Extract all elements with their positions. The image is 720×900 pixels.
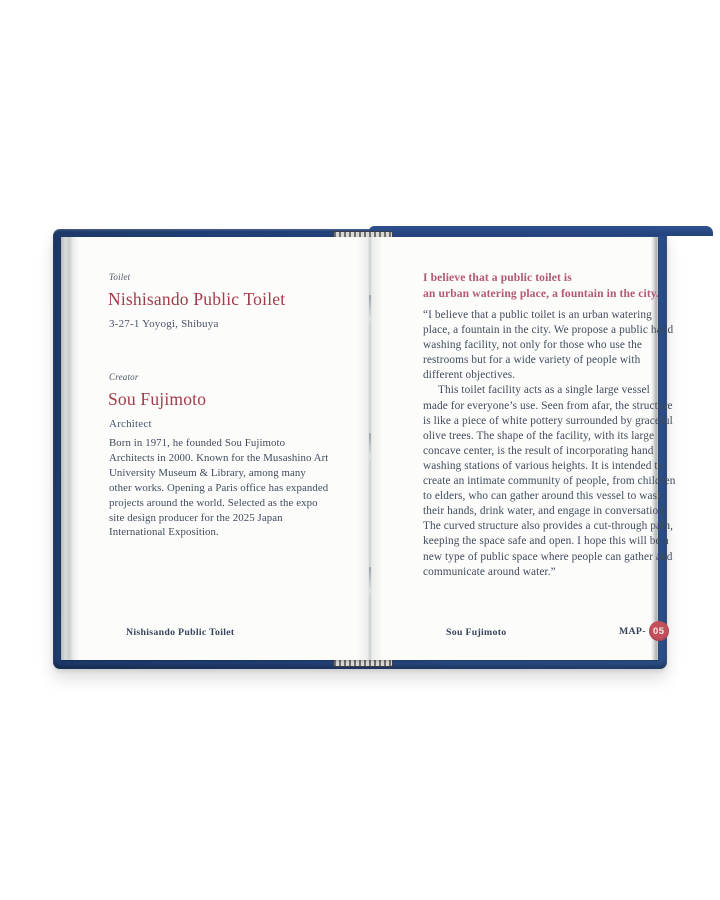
quote-body <box>423 308 676 580</box>
toilet-address: 3-27-1 Yoyogi, Shibuya <box>109 318 219 330</box>
creator-role: Architect <box>109 418 152 430</box>
quote-heading-line1: I believe that a public toilet is <box>423 271 572 284</box>
quote-paragraph-1: “I believe that a public toilet is an urban watering place, a fountain in the city. We propose a public hand washing facility, not only for those who use the restrooms but for a wide variety of people with different objectives. <box>423 309 674 382</box>
creator-name: Sou Fujimoto <box>108 389 207 409</box>
creator-label: Creator <box>109 372 139 382</box>
quote-paragraph-2: This toilet facility acts as a single large vessel made for everyone’s use. Seen from afar, the structure is like a piece of white pottery surrounded by graceful olive trees. The shape of the facility, with its large concave center, is the result of incorporating hand washing stations of various heights. It is intended to create an intimate community of people, from children to elders, who can gather around this vessel to wash their hands, drink water, and engage in conversation. The curved structure also provides a cut-through path, keeping the space safe and open. I hope this will be a new type of public space where people can gather and communicate around water.” <box>423 384 676 578</box>
quote-heading <box>423 270 683 302</box>
binding-stitch <box>369 295 371 321</box>
binding-stitch <box>369 433 371 459</box>
toilet-title: Nishisando Public Toilet <box>108 289 286 309</box>
book <box>53 229 676 669</box>
right-page <box>383 237 676 660</box>
category-label: Toilet <box>109 272 131 282</box>
quote-heading-line2: an urban watering place, a fountain in the city. <box>423 287 660 300</box>
left-page <box>79 237 357 660</box>
map-label: MAP- <box>619 625 646 637</box>
map-number-badge: 05 <box>649 621 669 641</box>
map-reference <box>619 621 669 641</box>
page-fore-edge-left <box>61 237 79 660</box>
book-cover-edge <box>369 226 713 236</box>
right-page-footer-name: Sou Fujimoto <box>446 627 507 638</box>
book-pages <box>61 237 676 660</box>
binding-stitch <box>369 567 371 593</box>
left-page-footer: Nishisando Public Toilet <box>126 627 235 638</box>
creator-bio: Born in 1971, he founded Sou Fujimoto Architects in 2000. Known for the Musashino Art University Museum & Library, among many other works. Opening a Paris office has expanded projects around the world. Selected as the expo site design producer for the 2025 Japan International Exposition. <box>109 437 329 539</box>
